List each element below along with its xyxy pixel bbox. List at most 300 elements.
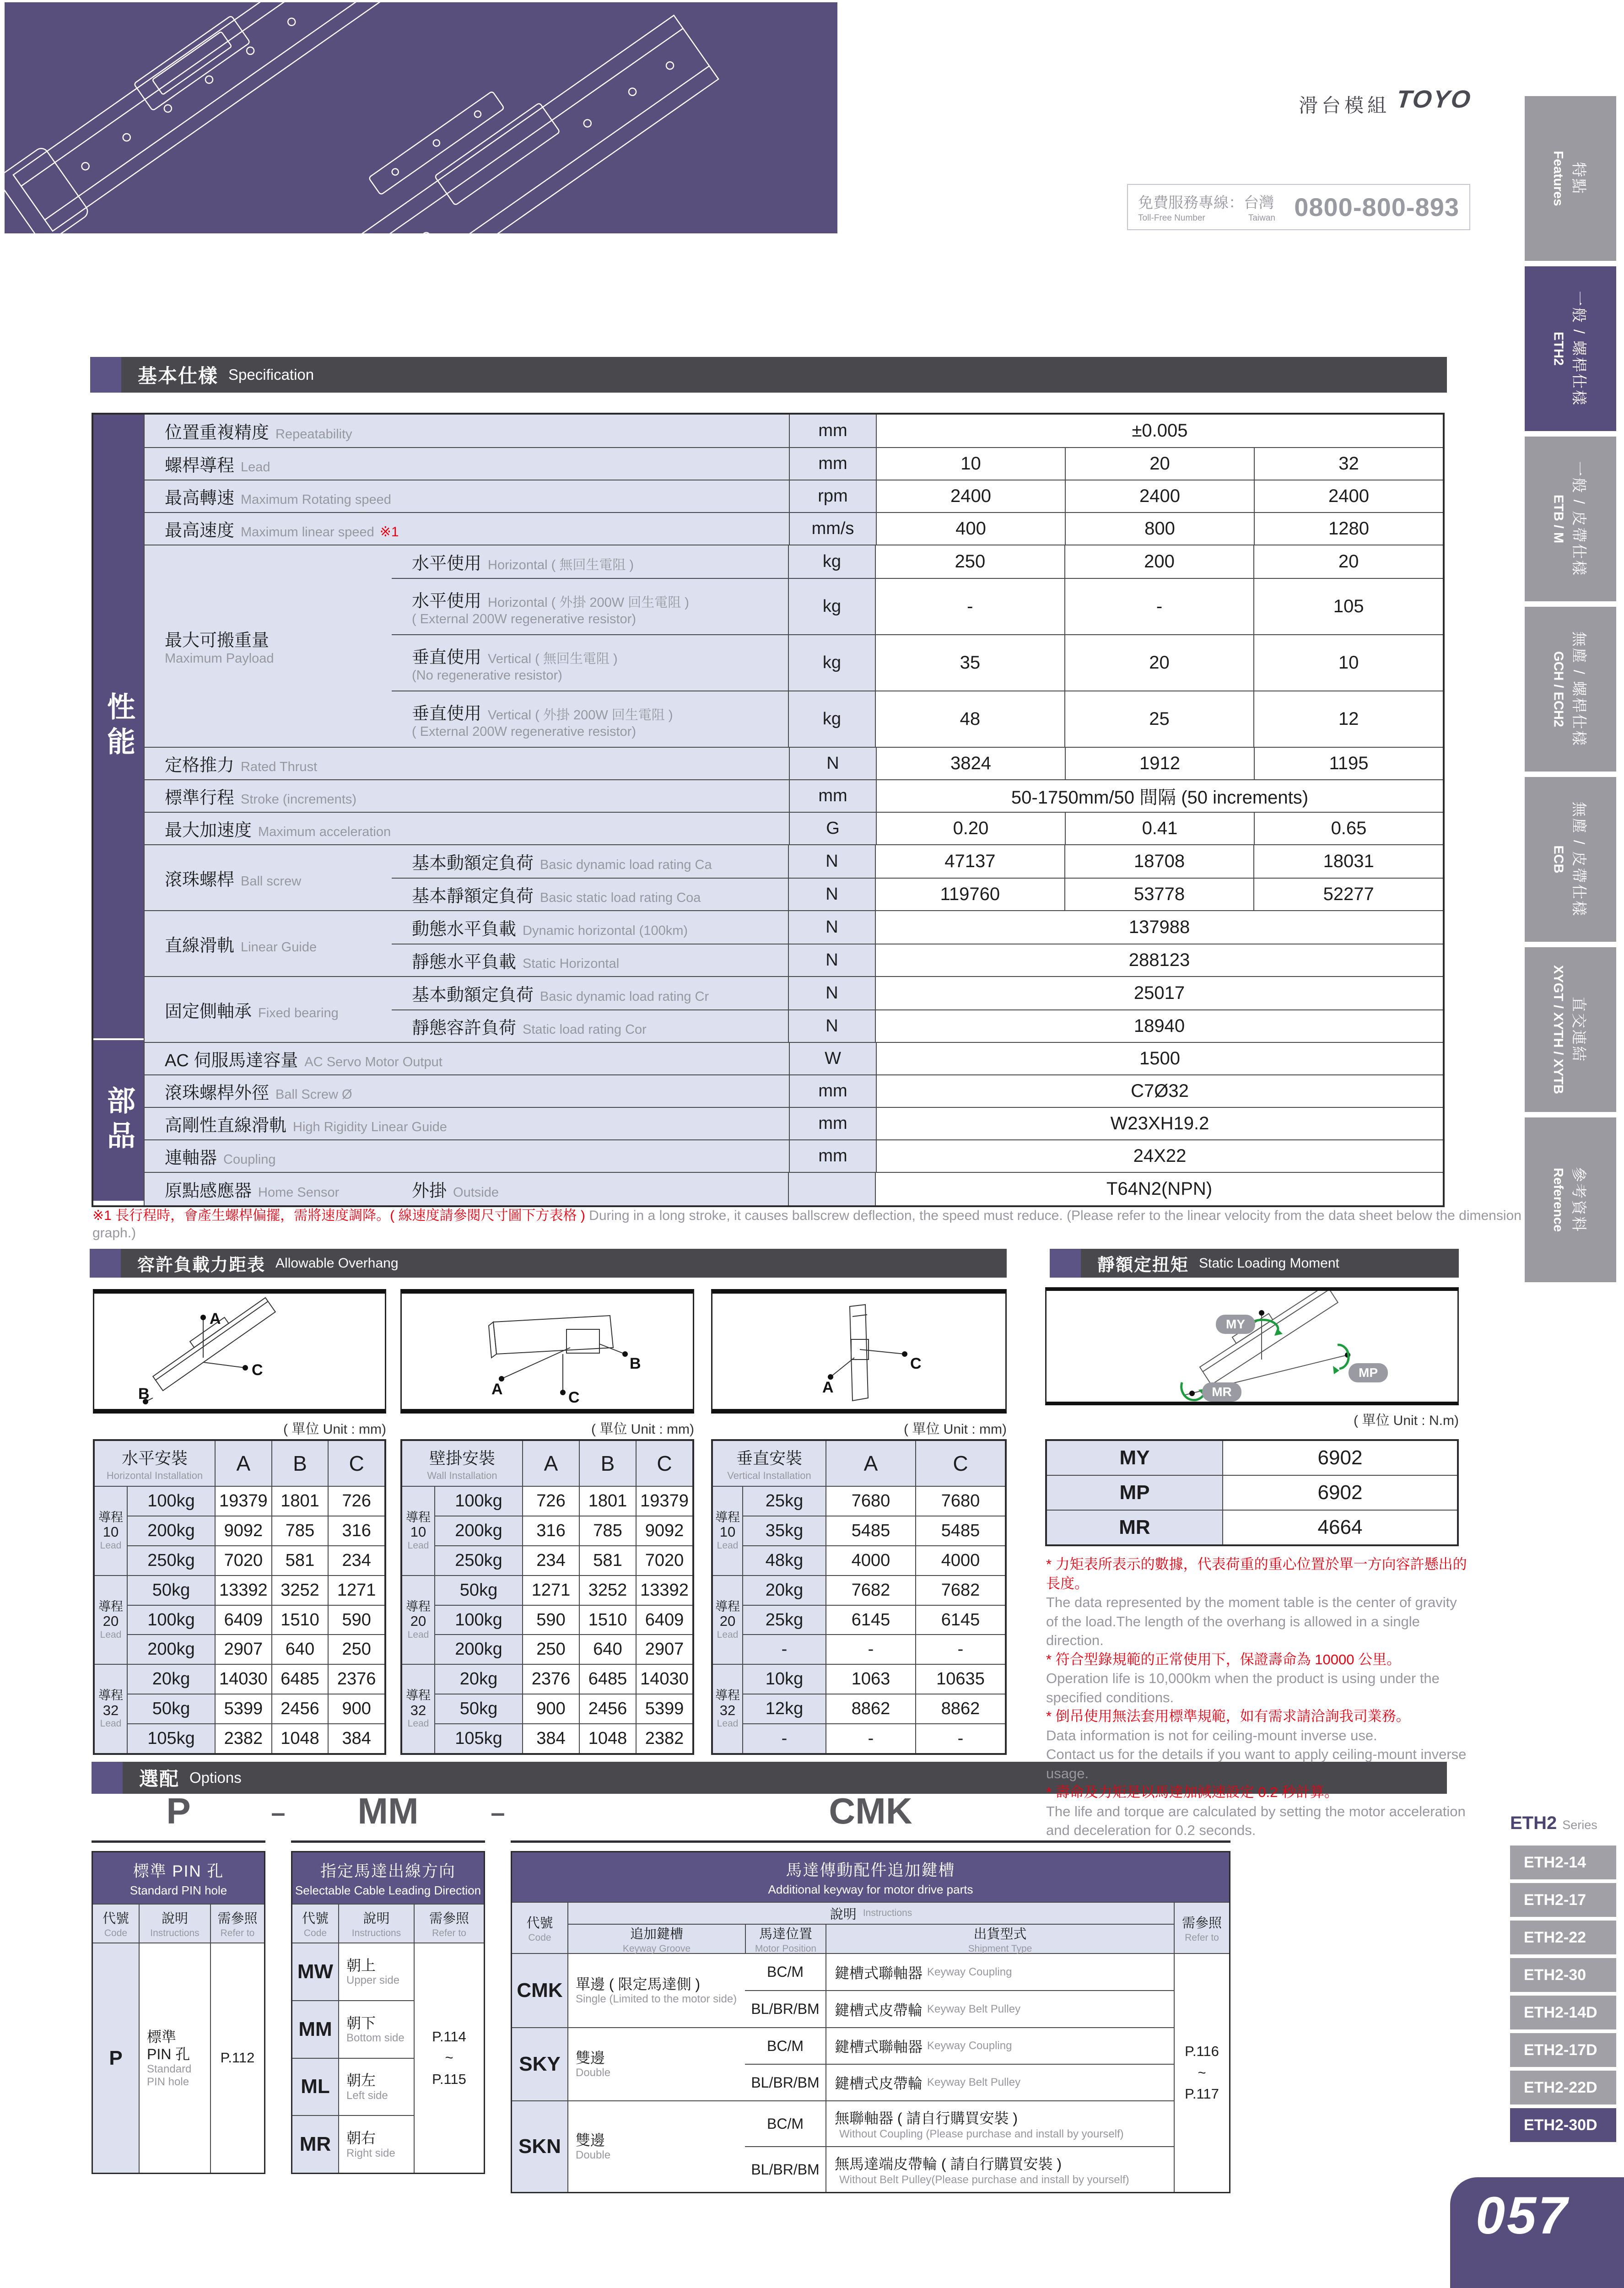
refer-col-header: [1174, 1903, 1229, 1953]
overhang-value-cell: 1271: [328, 1576, 384, 1605]
keyway-group: [512, 2027, 1174, 2100]
spec-sublabel-cell: [392, 691, 788, 747]
overhang-value-cell: 1510: [271, 1606, 328, 1635]
shipment-zh: 鍵槽式聯軸器: [835, 2039, 923, 2055]
lead-value: 32: [719, 1702, 736, 1718]
overhang-value-cell: 250: [328, 1635, 384, 1664]
weight-cell: 35kg: [742, 1516, 825, 1545]
purple-square-icon: [90, 1249, 121, 1278]
row-label: [392, 1176, 503, 1202]
lead-value: 20: [410, 1613, 426, 1629]
spec-sublabel-cell: [392, 944, 788, 976]
moment-name: MP: [1047, 1476, 1222, 1510]
overhang-row: [742, 1576, 1005, 1605]
overhang-section-header: [90, 1249, 1007, 1278]
lead-cell: [95, 1487, 127, 1575]
refer-line: P.117: [1185, 2086, 1219, 2102]
spec-value-cell: 50-1750mm/50 間隔 (50 increments): [876, 780, 1443, 812]
text: Dynamic horizontal (100km): [523, 923, 688, 938]
spec-value-cell: 25017: [875, 977, 1443, 1009]
shipment-cell: [825, 2147, 1174, 2192]
overhang-value-cell: 785: [579, 1516, 636, 1545]
weight-cell: 105kg: [434, 1724, 522, 1753]
subheader-cell: [414, 1905, 484, 1943]
overhang-row: [742, 1723, 1005, 1753]
overhang-value-cell: 900: [522, 1694, 579, 1723]
lead-cell: [402, 1576, 434, 1664]
overhang-value-cell: 5485: [825, 1516, 915, 1545]
cable-desc-cell: [338, 2116, 414, 2173]
lead-en: Lead: [100, 1629, 122, 1640]
spec-sublabel-cell: [392, 579, 788, 634]
lead-zh: 導程: [406, 1689, 431, 1703]
overhang-row: [434, 1665, 692, 1694]
text: Coupling: [223, 1152, 276, 1167]
note-line: * 壽命及力矩是以馬達加減速設定 0.2 秒計算。: [1046, 1784, 1338, 1801]
desc-zh: 朝上: [346, 1957, 376, 1974]
spec-unit-cell: mm: [789, 448, 876, 480]
spec-group-cell: [145, 977, 392, 1042]
overhang-value-cell: 785: [271, 1516, 328, 1545]
overhang-value-cell: 316: [522, 1516, 579, 1545]
cable-row: [292, 1943, 414, 2000]
footnote-zh: ※1 長行程時，會產生螺桿偏擺，需將速度調降。( 線速度請參閱尺寸圖下方表格 ): [92, 1208, 585, 1223]
spec-value-cell: 0.65: [1254, 813, 1443, 844]
row-label: [392, 981, 713, 1006]
tollfree-number: 0800-800-893: [1294, 193, 1459, 221]
spec-unit-cell: kg: [788, 691, 875, 747]
spec-value-cell: 48: [875, 691, 1064, 747]
overhang-value-cell: 384: [328, 1724, 384, 1753]
text: AC 伺服馬達容量: [165, 1051, 298, 1070]
spec-subrow: [392, 1009, 1443, 1042]
weight-cell: 48kg: [742, 1546, 825, 1575]
lead-cell: [95, 1576, 127, 1664]
label-line: [165, 816, 391, 841]
label-line: [412, 948, 619, 973]
label-line: [412, 915, 688, 940]
overhang-row: [434, 1723, 692, 1753]
subheader-cell: [338, 1905, 414, 1943]
spec-label-cell: [145, 1075, 789, 1107]
lead-en: Lead: [407, 1718, 429, 1729]
keyway-group: [512, 2100, 1174, 2192]
weight-cell: 200kg: [434, 1635, 522, 1664]
lead-group: [95, 1487, 384, 1575]
text: Basic dynamic load rating Ca: [540, 858, 712, 872]
text: Home Sensor: [258, 1185, 340, 1200]
spec-label-cell: [145, 813, 789, 844]
diagram-label: B: [138, 1385, 150, 1403]
spec-value-cell: T64N2(NPN): [875, 1173, 1443, 1205]
overhang-header-row: [95, 1441, 384, 1487]
text: 最大加速度: [165, 821, 252, 840]
tab-label-zh: 無塵 / 螺桿仕樣: [1570, 631, 1588, 747]
weight-cell: 20kg: [434, 1665, 522, 1694]
moment-name: MR: [1047, 1511, 1222, 1544]
series-name: ETH2: [1510, 1813, 1557, 1833]
lead-zh: 導程: [715, 1689, 740, 1703]
spec-value-cell: 2400: [1254, 480, 1443, 512]
series-button-eth2-14[interactable]: ETH2-14: [1510, 1846, 1616, 1879]
overhang-value-cell: 1063: [825, 1665, 915, 1694]
spec-unit-cell: N: [788, 911, 875, 944]
label-line: [412, 724, 636, 739]
pin-refer-cell: P.112: [210, 1943, 264, 2173]
keyway-subrows: [745, 2028, 1174, 2100]
row-label: [145, 451, 275, 476]
spec-value-cell: 800: [1065, 513, 1254, 545]
spec-value-cell: 200: [1064, 545, 1254, 578]
weight-cell: 100kg: [434, 1606, 522, 1635]
spec-row: [145, 1139, 1443, 1172]
overhang-value-cell: 1801: [579, 1487, 636, 1516]
text: 最高速度: [165, 521, 235, 540]
spec-sublabel-cell: [392, 845, 788, 878]
weight-cell: 20kg: [742, 1576, 825, 1605]
overhang-value-cell: 10635: [915, 1665, 1005, 1694]
overhang-value-cell: 8862: [915, 1694, 1005, 1723]
moment-name: MY: [1047, 1441, 1222, 1475]
subheader-zh: 馬達位置: [759, 1926, 812, 1942]
spec-row: [145, 1042, 1443, 1074]
lead-en: Lead: [717, 1540, 739, 1551]
row-label: [392, 643, 622, 683]
overhang-body: [95, 1487, 384, 1753]
option-header-zh: 標準 PIN 孔: [133, 1862, 224, 1880]
row-label: [145, 1046, 447, 1071]
text: 固定側軸承: [165, 1002, 252, 1021]
diagram-label: A: [822, 1379, 834, 1396]
footnote-en: During in a long stroke, it causes ballscrew deflection, the speed must reduce. (Please refer to the linear velocity from the data sheet below the dimension graph.): [92, 1208, 1521, 1241]
spec-value-cell: 105: [1253, 579, 1443, 634]
spec-value-cell: 0.20: [876, 813, 1065, 844]
spec-group-cell: [145, 545, 392, 747]
text: 滾珠螺桿外徑: [165, 1084, 270, 1103]
label-line: [165, 1111, 447, 1136]
col-header: B: [271, 1441, 328, 1486]
sidebar-tab-xygt-xyth-xytb[interactable]: [1525, 947, 1616, 1112]
spec-row: [145, 480, 1443, 512]
text: Lead: [241, 460, 270, 475]
series-button-eth2-22[interactable]: ETH2-22: [1510, 1921, 1616, 1954]
lead-cell: [95, 1665, 127, 1753]
subheader-cell: [567, 1925, 745, 1953]
lead-zh: 導程: [715, 1511, 740, 1525]
tab-inner: [1525, 607, 1616, 772]
groove-en: Double: [576, 2149, 611, 2162]
subheader-cell: [292, 1905, 338, 1943]
weight-cell: 250kg: [127, 1546, 215, 1575]
spec-sublabel-cell: [392, 879, 788, 910]
spec-value-cell: 18708: [1064, 845, 1254, 878]
spec-unit-cell: kg: [788, 579, 875, 634]
label-line: [165, 751, 317, 776]
spec-value-cell: 52277: [1253, 879, 1443, 910]
series-button-eth2-30d[interactable]: ETH2-30D: [1510, 2108, 1616, 2142]
series-button-eth2-17[interactable]: ETH2-17: [1510, 1883, 1616, 1917]
spec-unit-cell: mm: [789, 1075, 876, 1107]
overhang-value-cell: 5399: [215, 1694, 271, 1723]
shipment-cell: [825, 1991, 1174, 2027]
spec-row: [145, 447, 1443, 480]
spec-value-cell: 1280: [1254, 513, 1443, 545]
motor-position-cell: BC/M: [745, 1954, 825, 1990]
lead-zh: 導程: [98, 1599, 123, 1613]
spec-label-cell: [145, 480, 789, 512]
desc-zh: 標準: [147, 2028, 177, 2045]
lead-subrows: [434, 1487, 692, 1575]
text: Stroke (increments): [241, 792, 357, 807]
lead-value: 10: [719, 1524, 736, 1540]
weight-cell: 100kg: [127, 1606, 215, 1635]
wall-install-diagram: [400, 1289, 694, 1414]
spec-unit-cell: mm: [789, 1108, 876, 1139]
lead-cell: [713, 1487, 742, 1575]
overhang-value-cell: 2907: [215, 1635, 271, 1664]
subheader-en: Code: [303, 1928, 327, 1938]
spec-value-cell: W23XH19.2: [876, 1108, 1443, 1139]
keyway-code-cell: SKY: [512, 2028, 567, 2100]
overhang-value-cell: 1510: [579, 1606, 636, 1635]
options-title-en: Options: [189, 1769, 242, 1786]
model-code-separator: –: [491, 1798, 505, 1827]
spec-subrow: [392, 634, 1443, 691]
cable-desc-cell: [338, 1943, 414, 2000]
sidebar-tab-gch-ech2[interactable]: [1525, 607, 1616, 772]
shipment-en: Keyway Belt Pulley: [927, 2076, 1021, 2088]
cable-desc-cell: [338, 2001, 414, 2058]
spec-row: [145, 415, 1443, 447]
text: 基本動額定負荷: [412, 854, 534, 873]
keyway-row: [745, 2146, 1174, 2192]
shipment-cell: [825, 2065, 1174, 2100]
shipment-zh: 無聯軸器 ( 請自行購買安裝 ): [835, 2110, 1018, 2126]
subheader-cell: [825, 1925, 1174, 1953]
subheader-en: Keyway Groove: [622, 1943, 691, 1954]
text: 位置重複精度: [165, 423, 270, 442]
spec-group-cell: [145, 845, 392, 910]
series-nav-title: [1510, 1813, 1620, 1834]
subheader-zh: 出貨型式: [973, 1926, 1027, 1942]
spec-value-cell: 250: [875, 545, 1064, 578]
tollfree-en: Toll-Free Number: [1138, 213, 1205, 223]
diagram-label: C: [568, 1389, 580, 1406]
keyway-row: [745, 1954, 1174, 1990]
spec-value-cell: -: [1064, 579, 1254, 634]
lead-cell: [713, 1665, 742, 1753]
option-header-zh: 馬達傳動配件追加鍵槽: [786, 1861, 955, 1879]
moment-value: 4664: [1222, 1511, 1457, 1544]
overhang-value-cell: 3252: [579, 1576, 636, 1605]
overhang-value-cell: 2456: [271, 1694, 328, 1723]
label-line: [412, 1176, 499, 1202]
text: (No regenerative resistor): [412, 668, 562, 683]
instructions-header: [567, 1903, 1174, 1924]
label-line: [412, 587, 689, 612]
label-line: [412, 612, 636, 627]
spec-sublabel-cell: [392, 977, 788, 1009]
weight-cell: 12kg: [742, 1694, 825, 1723]
band-label: 性能: [103, 691, 135, 761]
sidebar-tab-eth2[interactable]: [1525, 266, 1616, 431]
spec-value-cell: 32: [1254, 448, 1443, 480]
overhang-value-cell: 7020: [215, 1546, 271, 1575]
spec-value-cell: 35: [875, 635, 1064, 691]
spec-value-cell: ±0.005: [876, 415, 1443, 447]
tab-inner: [1525, 266, 1616, 431]
overhang-value-cell: 900: [328, 1694, 384, 1723]
overhang-value-cell: 6409: [636, 1606, 692, 1635]
model-code-separator: –: [271, 1798, 286, 1827]
row-label: [392, 849, 717, 874]
spec-label-cell: [145, 1043, 789, 1074]
note-line: * 倒吊使用無法套用標準規範，如有需求請洽詢我司業務。: [1046, 1708, 1410, 1725]
lead-en: Lead: [100, 1540, 122, 1551]
text: High Rigidity Linear Guide: [293, 1120, 447, 1134]
option-table-header: [292, 1852, 484, 1904]
note-line: Contact us for the details if you want to apply ceiling-mount inverse usage.: [1046, 1746, 1467, 1781]
col-header: C: [915, 1441, 1005, 1486]
subheader-en: Code: [528, 1932, 551, 1943]
spec-value-cell: 2400: [876, 480, 1065, 512]
label-line: [165, 1079, 352, 1104]
sidebar-tab-reference[interactable]: [1525, 1117, 1616, 1282]
spec-row: [145, 1074, 1443, 1107]
tab-text: [1550, 1154, 1591, 1246]
overhang-value-cell: 9092: [215, 1516, 271, 1545]
label-line: [412, 849, 712, 874]
spec-value-cell: 20: [1253, 545, 1443, 578]
install-type-cell: [713, 1441, 825, 1486]
series-button-eth2-30[interactable]: ETH2-30: [1510, 1958, 1616, 1992]
weight-cell: 200kg: [434, 1516, 522, 1545]
unit-label: ( 單位 Unit : N.m): [1354, 1413, 1459, 1428]
diagram-label: A: [210, 1310, 221, 1327]
install-type-zh: 壁掛安裝: [429, 1448, 495, 1468]
row-label: [145, 418, 357, 443]
overhang-value-cell: 2382: [215, 1724, 271, 1753]
option-subheader: [292, 1904, 484, 1943]
options-title-zh: 選配: [139, 1768, 180, 1790]
overhang-row: [742, 1605, 1005, 1635]
row-label: [145, 997, 343, 1022]
overhang-row: [742, 1487, 1005, 1516]
overhang-value-cell: 8862: [825, 1694, 915, 1723]
overhang-row: [434, 1516, 692, 1545]
option-header-en: Additional keyway for motor drive parts: [768, 1882, 973, 1896]
refer-line: ~: [445, 2050, 453, 2066]
purple-square-icon: [90, 357, 121, 393]
overhang-row: [742, 1516, 1005, 1545]
unit-label: ( 單位 Unit : mm): [591, 1422, 694, 1437]
shipment-cell: [825, 1954, 1174, 1990]
lead-zh: 導程: [98, 1511, 123, 1525]
overhang-value-cell: 2907: [636, 1635, 692, 1664]
spec-value-cell: 2400: [1065, 480, 1254, 512]
tollfree-label-zh: 免費服務專線：台灣: [1138, 194, 1274, 211]
overhang-row: [434, 1545, 692, 1575]
overhang-value-cell: 7020: [636, 1546, 692, 1575]
sidebar-tab-ecb[interactable]: [1525, 777, 1616, 942]
subheader-zh: 代號: [102, 1911, 129, 1926]
spec-label-cell: [145, 513, 789, 545]
tab-label-zh: 一般 / 皮帶仕樣: [1570, 461, 1588, 577]
tab-label-code: Features: [1551, 151, 1565, 206]
label-line: [412, 668, 562, 683]
motor-position-cell: BC/M: [745, 2101, 825, 2146]
subheader-en: Code: [104, 1928, 128, 1938]
groove-en: Double: [576, 2067, 611, 2079]
static-moment-row: [1047, 1510, 1457, 1544]
series-button-eth2-17d[interactable]: ETH2-17D: [1510, 2033, 1616, 2067]
diagram-label: A: [491, 1381, 503, 1398]
refer-line: P.116: [1185, 2043, 1219, 2060]
spec-subrow: [392, 878, 1443, 910]
sidebar-tab-features[interactable]: [1525, 96, 1616, 261]
lead-group: [95, 1575, 384, 1664]
text: Maximum Rotating speed: [241, 492, 391, 507]
row-label: [392, 587, 694, 627]
text: ※1: [379, 524, 399, 540]
spec-value-cell: 137988: [875, 911, 1443, 944]
text: Static Horizontal: [523, 956, 620, 971]
spec-label-cell: [145, 1140, 789, 1172]
horizontal-install-diagram: [93, 1289, 386, 1414]
col-header: C: [328, 1441, 384, 1486]
text: 原點感應器: [165, 1182, 252, 1201]
note-line: Operation life is 10,000km when the product is using under the specified conditions.: [1046, 1670, 1440, 1705]
label-line: [165, 1144, 276, 1169]
purple-square-icon: [1050, 1249, 1081, 1278]
lead-en: Lead: [100, 1718, 122, 1729]
sidebar-tab-etb-m[interactable]: [1525, 437, 1616, 601]
overhang-value-cell: 234: [328, 1546, 384, 1575]
subheader-cell: [93, 1905, 139, 1943]
tab-text: [1550, 461, 1591, 577]
overhang-value-cell: 14030: [215, 1665, 271, 1694]
overhang-table-2: [711, 1439, 1007, 1755]
keyway-groove-cell: [567, 2028, 745, 2100]
vertical-install-diagram: [711, 1289, 1007, 1414]
desc-zh: 朝左: [346, 2072, 376, 2089]
shipment-en: Keyway Coupling: [927, 1965, 1012, 1978]
option-table-header: [512, 1852, 1229, 1902]
overhang-value-cell: 2382: [636, 1724, 692, 1753]
spec-value-cell: C7Ø32: [876, 1075, 1443, 1107]
text: 外掛: [412, 1182, 447, 1201]
weight-cell: 10kg: [742, 1665, 825, 1694]
static-moment-section-header: [1050, 1249, 1459, 1278]
tab-text: [1550, 133, 1591, 224]
text: Repeatability: [275, 427, 352, 442]
spec-row: [145, 512, 1443, 545]
spec-subrow: [392, 545, 1443, 578]
subheader-en: Instructions: [351, 1928, 401, 1938]
subheader-en: Refer to: [220, 1928, 255, 1938]
lead-zh: 導程: [98, 1689, 123, 1703]
series-button-eth2-22d[interactable]: ETH2-22D: [1510, 2071, 1616, 2105]
overhang-value-cell: 581: [579, 1546, 636, 1575]
note-line: The life and torque are calculated by setting the motor acceleration and deceleration for 0.2 seconds.: [1046, 1803, 1466, 1839]
series-button-eth2-14d[interactable]: ETH2-14D: [1510, 1996, 1616, 2029]
lead-subrows: [742, 1487, 1005, 1575]
subheader-en: Motor Position: [755, 1943, 817, 1954]
keyway-group: [512, 1954, 1174, 2027]
lead-group: [713, 1575, 1005, 1664]
overhang-header-row: [713, 1441, 1005, 1487]
lead-cell: [402, 1487, 434, 1575]
